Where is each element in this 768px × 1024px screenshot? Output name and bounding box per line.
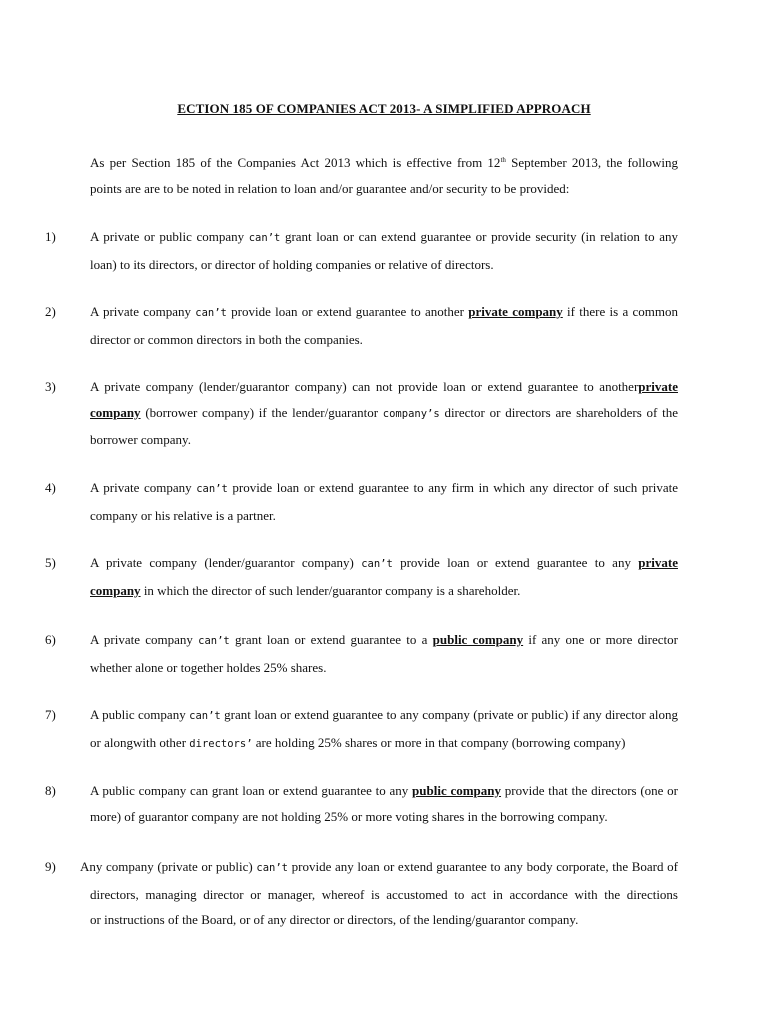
item-text-segment: can’t	[189, 710, 221, 722]
item-text-segment: can’t	[248, 232, 281, 244]
item-text-segment: in which the director of such lender/guarantor company is a shareholder.	[140, 582, 521, 598]
item-text-segment: loan) to its directors, or director of holding companies or relative of directors.	[90, 256, 494, 272]
item-text-segment: provide loan or extend guarantee to another	[226, 304, 469, 319]
item-text-segment: company’s	[382, 407, 440, 420]
item-text-segment: borrower company.	[90, 432, 191, 447]
item-text-segment: grant loan or can extend guarantee or provide security (in relation to any	[280, 229, 678, 244]
item-text-segment: can’t	[195, 307, 227, 319]
item-text-segment: provide loan or extend guarantee to any	[392, 555, 639, 570]
item-text-segment: can’t	[361, 558, 393, 570]
underlined-term: private	[638, 379, 678, 394]
item-text-segment: Any company (private or public)	[80, 859, 257, 874]
underlined-term: public company	[412, 783, 502, 798]
item-text-segment: A public company can grant loan or extend guarantee to any	[90, 783, 413, 798]
item-text	[90, 627, 678, 680]
item-text-segment: A private company	[90, 304, 196, 319]
item-number: 6)	[45, 632, 56, 647]
item-text-segment: grant loan or extend guarantee to a	[229, 632, 433, 647]
intro-paragraph	[90, 150, 678, 201]
item-text-segment: provide any loan or extend guarantee to any body corporate, the Board of	[287, 859, 678, 874]
item-number: 2)	[45, 304, 56, 319]
item-text-segment: are holding 25% shares or more in that company (borrowing company)	[252, 734, 626, 750]
item-text-segment: A private or public company	[90, 229, 249, 244]
item-number: 9)	[45, 859, 56, 874]
item-text-segment: director or common directors in both the companies.	[90, 331, 363, 347]
item-text-segment: directors, managing director or manager, whereof is accustomed to act in accordance with the directions	[90, 886, 678, 902]
item-number: 4)	[45, 480, 56, 495]
item-text-segment: A private company	[90, 632, 199, 647]
item-text-segment: can’t	[256, 862, 288, 874]
item-text	[90, 374, 678, 453]
underlined-term: public company	[432, 632, 524, 647]
underlined-term: private company	[468, 304, 563, 319]
item-text-segment: more) of guarantor company are not holding 25% or more voting shares in the borrowing company.	[90, 808, 608, 824]
item-number: 3)	[45, 379, 56, 394]
item-number: 8)	[45, 783, 56, 798]
item-number: 7)	[45, 707, 56, 722]
intro-superscript: th	[500, 156, 506, 164]
item-text	[90, 778, 678, 829]
item-text-segment: can’t	[198, 635, 230, 647]
item-text-segment: A private company (lender/guarantor company) can not provide loan or extend guarantee to another	[90, 379, 639, 394]
item-text-segment: director or directors are shareholders of the	[439, 404, 678, 420]
item-text-segment: whether alone or together holdes 25% shares.	[90, 659, 327, 675]
item-text-segment: can’t	[196, 483, 228, 495]
item-text	[90, 475, 678, 528]
item-text-segment: A private company (lender/guarantor company)	[90, 555, 362, 570]
item-text-segment: A private company	[90, 480, 197, 495]
item-text-segment: provide that the directors (one or	[501, 783, 678, 798]
item-text-segment: provide loan or extend guarantee to any firm in which any director of such private	[227, 480, 678, 495]
item-text	[90, 299, 678, 352]
underlined-term: company	[90, 582, 141, 598]
item-number: 5)	[45, 555, 56, 570]
intro-text-2: September 2013, the following points are are to be noted in relation to loan and/or guarantee and/or security to be provided:	[90, 155, 678, 196]
item-number: 1)	[45, 229, 56, 244]
document-title: ECTION 185 OF COMPANIES ACT 2013- A SIMPLIFIED APPROACH	[177, 101, 591, 116]
item-text	[90, 550, 678, 603]
item-text	[90, 702, 678, 757]
underlined-term: private	[638, 555, 678, 570]
item-text	[80, 854, 678, 933]
item-text-segment: A public company	[90, 707, 190, 722]
item-text	[90, 224, 678, 277]
intro-text-1: As per Section 185 of the Companies Act 2013 which is effective from 12	[90, 155, 501, 170]
underlined-term: company	[90, 404, 141, 420]
item-text-segment: if any one or more director	[523, 632, 678, 647]
item-text-segment: (borrower company) if the lender/guarantor	[140, 404, 383, 420]
item-text-segment: if there is a common	[562, 304, 679, 319]
item-text-segment: or alongwith other	[90, 734, 190, 750]
item-text-segment: or instructions of the Board, or of any director or directors, of the lending/guarantor company.	[90, 912, 579, 927]
item-text-segment: directors’	[189, 737, 253, 750]
item-text-segment: grant loan or extend guarantee to any company (private or public) if any director along	[220, 707, 678, 722]
item-text-segment: company or his relative is a partner.	[90, 507, 276, 523]
